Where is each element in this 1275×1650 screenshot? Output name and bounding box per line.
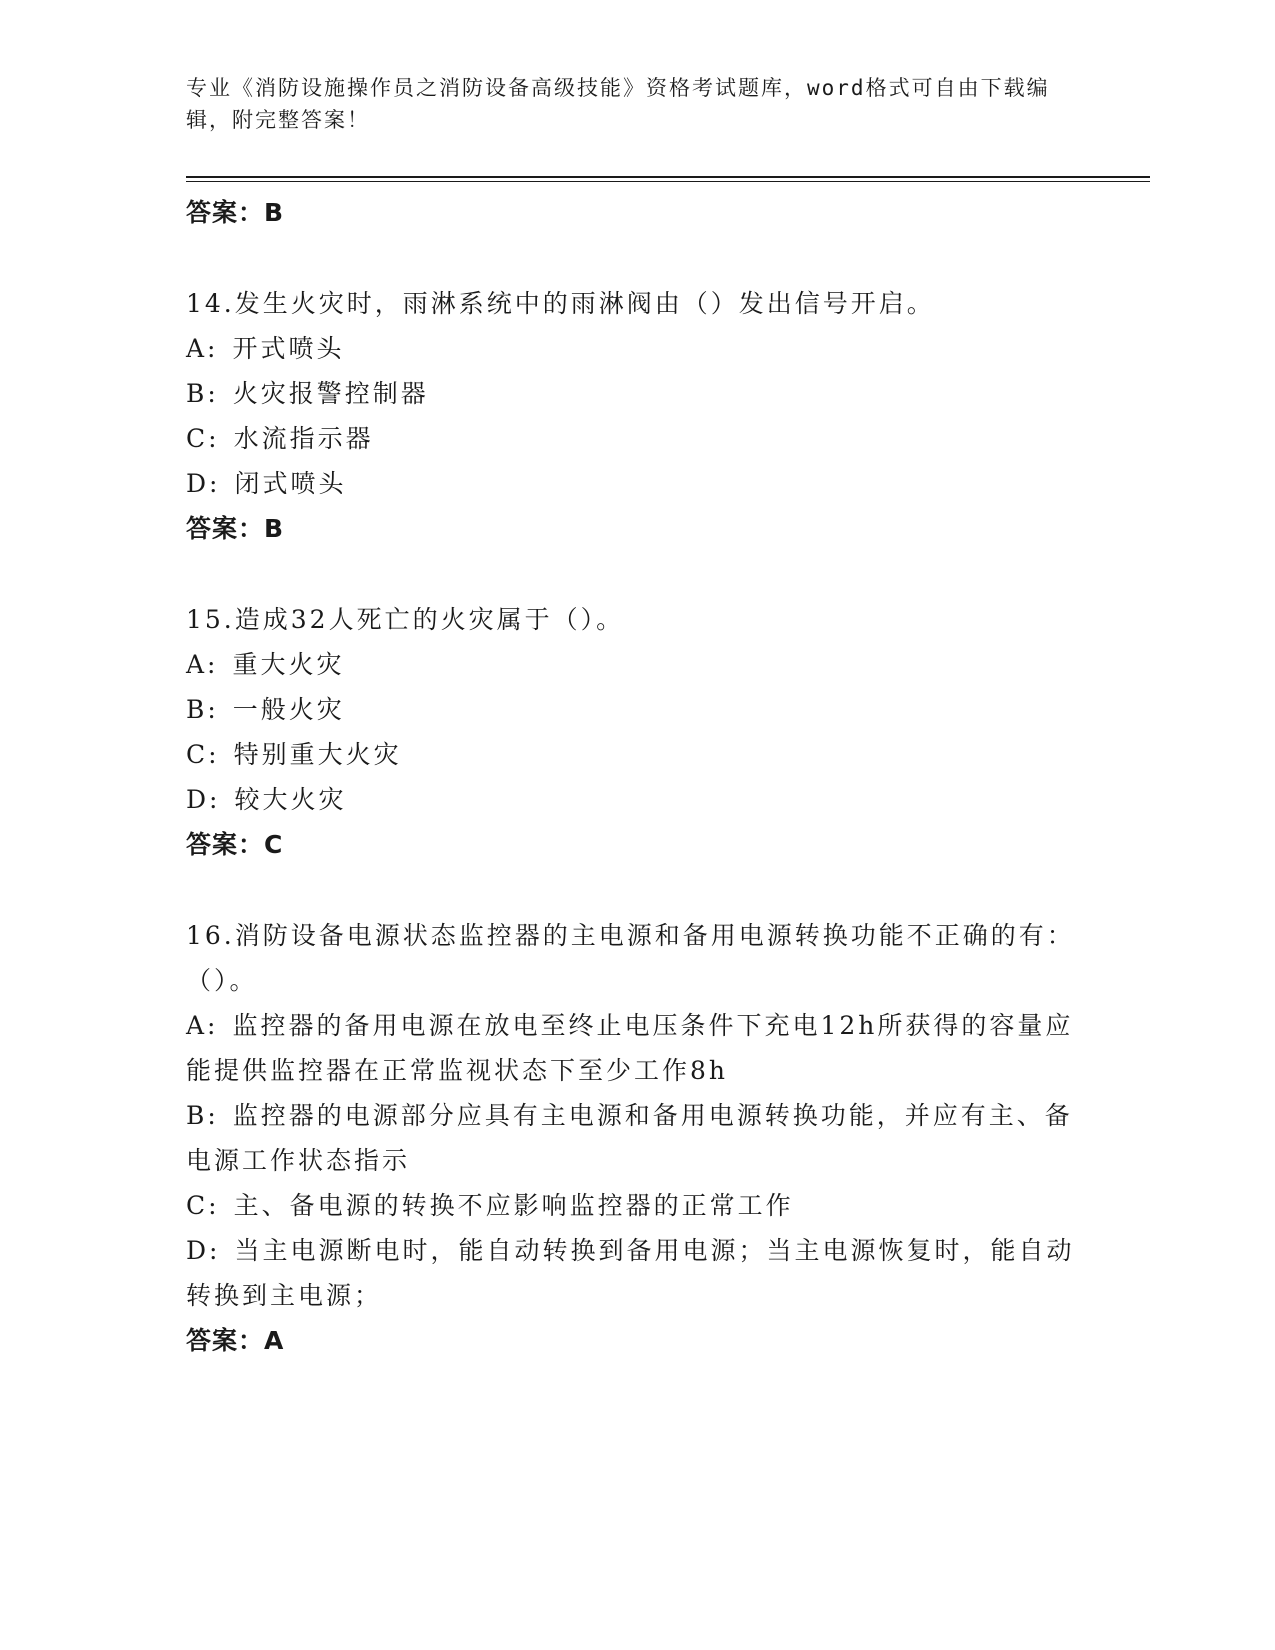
option-d <box>186 777 1076 822</box>
option-key: D: <box>186 785 221 814</box>
option-text: 特别重大火灾 <box>233 740 402 769</box>
option-key: C: <box>186 740 220 769</box>
answer-label: 答案：B <box>186 514 285 543</box>
option-b <box>186 371 1076 416</box>
question-stem: 16.消防设备电源状态监控器的主电源和备用电源转换功能不正确的有：（）。 <box>186 921 1075 995</box>
option-text: 闭式喷头 <box>234 469 347 498</box>
answer-label: 答案：A <box>186 1326 285 1355</box>
option-text: 较大火灾 <box>234 785 347 814</box>
option-c <box>186 416 1076 461</box>
question-list <box>186 190 1076 1363</box>
option-c <box>186 1183 1076 1228</box>
option-a <box>186 1003 1076 1093</box>
option-c <box>186 732 1076 777</box>
option-text: 监控器的备用电源在放电至终止电压条件下充电12h所获得的容量应能提供监控器在正常监视状态下至少工作8h <box>186 1011 1074 1085</box>
option-text: 水流指示器 <box>233 424 374 453</box>
option-key: A: <box>186 1011 219 1040</box>
option-a <box>186 642 1076 687</box>
option-text: 监控器的电源部分应具有主电源和备用电源转换功能，并应有主、备电源工作状态指示 <box>186 1101 1073 1175</box>
option-key: D: <box>186 1236 221 1265</box>
answer-label: 答案：C <box>186 830 284 859</box>
option-text: 当主电源断电时，能自动转换到备用电源；当主电源恢复时，能自动转换到主电源； <box>186 1236 1075 1310</box>
option-text: 重大火灾 <box>232 650 345 679</box>
document-header: 专业《消防设施操作员之消防设备高级技能》资格考试题库，word格式可自由下载编辑，附完整答案！ <box>186 76 1050 132</box>
option-key: A: <box>186 650 219 679</box>
option-d <box>186 461 1076 506</box>
option-key: C: <box>186 424 220 453</box>
option-text: 开式喷头 <box>232 334 345 363</box>
option-key: B: <box>186 1101 219 1130</box>
option-key: B: <box>186 379 219 408</box>
option-text: 主、备电源的转换不应影响监控器的正常工作 <box>233 1191 794 1220</box>
question-14 <box>186 281 1076 551</box>
option-b <box>186 1093 1076 1183</box>
option-b <box>186 687 1076 732</box>
header-divider-thin <box>186 181 1150 182</box>
option-key: A: <box>186 334 219 363</box>
option-text: 火灾报警控制器 <box>232 379 429 408</box>
question-stem: 15.造成32人死亡的火灾属于（）。 <box>186 605 625 634</box>
option-text: 一般火灾 <box>232 695 345 724</box>
option-key: B: <box>186 695 219 724</box>
question-15 <box>186 597 1076 867</box>
option-key: D: <box>186 469 221 498</box>
answer-label: 答案：B <box>186 198 285 227</box>
question-stem: 14.发生火灾时，雨淋系统中的雨淋阀由（）发出信号开启。 <box>186 289 935 318</box>
option-a <box>186 326 1076 371</box>
option-d <box>186 1228 1076 1318</box>
question-16 <box>186 913 1076 1363</box>
header-divider-thick <box>186 176 1150 178</box>
option-key: C: <box>186 1191 220 1220</box>
